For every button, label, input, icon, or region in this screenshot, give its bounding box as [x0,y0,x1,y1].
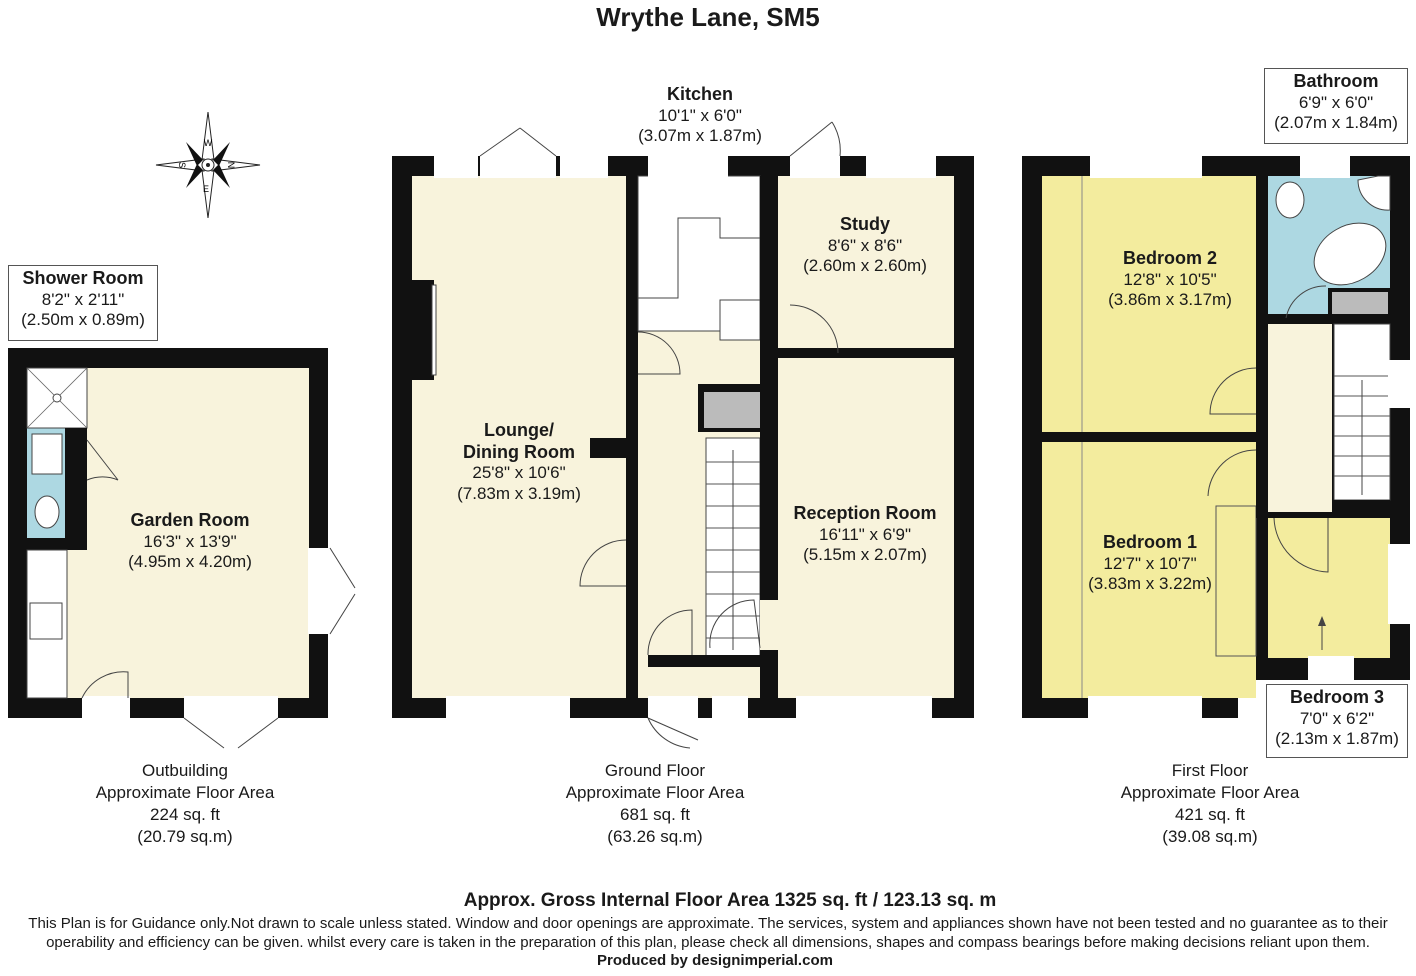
outbuilding-area-subtitle: Approximate Floor Area [95,783,275,802]
bathroom-label [1264,68,1408,144]
kitchen-name: Kitchen [666,84,733,104]
reception-metric: (5.15m x 2.07m) [803,544,927,564]
garden-room-label [100,510,280,572]
disclaimer-text: This Plan is for Guidance only.Not drawn to scale unless stated. Window and door openings are approximate. The services, system and appliances shown have not been tested and no guarantee as to their operability and efficiency can be given. whilst every care is taken in the preparation of this plan, please check all dimensions, shapes and compass bearings before making decisions reliant upon them. [28,915,1388,951]
reception-imperial: 16'11" x 6'9" [819,524,911,544]
outbuilding-area-sqft: 224 sq. ft [150,805,220,824]
kitchen-metric: (3.07m x 1.87m) [638,125,762,145]
study-metric: (2.60m x 2.60m) [803,255,927,275]
compass-south: S [177,161,187,169]
bedroom1-imperial: 12'7" x 10'7" [1103,553,1197,573]
compass-icon [156,112,260,218]
lounge-imperial: 25'8" x 10'6" [472,463,566,483]
ground-floor-area-subtitle: Approximate Floor Area [565,783,745,802]
bedroom1-name: Bedroom 1 [1102,532,1198,552]
bedroom3-name: Bedroom 3 [1289,687,1385,707]
bedroom3-imperial: 7'0" x 6'2" [1299,708,1375,728]
kitchen-label [610,84,790,146]
first-floor-area-title: First Floor [1171,761,1249,780]
compass-west: W [203,138,213,148]
first-floor-area-sqft: 421 sq. ft [1175,805,1245,824]
garden-room-metric: (4.95m x 4.20m) [128,551,252,571]
bathroom-imperial: 6'9" x 6'0" [1298,92,1374,112]
lounge-name-line2: Dining Room [463,441,575,462]
bedroom1-metric: (3.83m x 3.22m) [1088,573,1212,593]
compass-north: N [226,161,236,169]
bedroom3-metric: (2.13m x 1.87m) [1275,728,1399,748]
shower-room-label [8,265,158,341]
kitchen-imperial: 10'1" x 6'0" [658,105,742,125]
gross-floor-area: Approx. Gross Internal Floor Area 1325 sq. ft / 123.13 sq. m [463,890,997,911]
compass-east: E [202,184,210,194]
study-name: Study [839,214,890,234]
outbuilding-area [70,760,300,848]
page-title: Wrythe Lane, SM5 [596,2,820,32]
shower-room-metric: (2.50m x 0.89m) [21,309,145,329]
bedroom2-name: Bedroom 2 [1122,248,1218,268]
lounge-label [424,420,614,504]
bedroom2-label [1090,248,1250,310]
lounge-metric: (7.83m x 3.19m) [457,483,581,503]
producer-credit: Produced by designimperial.com [597,952,833,969]
first-floor-area [1095,760,1325,848]
study-label [780,214,950,276]
bathroom-metric: (2.07m x 1.84m) [1274,112,1398,132]
lounge-name: Lounge/ [484,420,554,440]
first-floor-area-subtitle: Approximate Floor Area [1120,783,1300,802]
ground-floor-area-sqm: (63.26 sq.m) [607,827,703,846]
reception-name: Reception Room [793,503,937,523]
shower-room-imperial: 8'2" x 2'11" [41,289,125,309]
garden-room-imperial: 16'3" x 13'9" [143,531,237,551]
ground-floor-area [540,760,770,848]
bedroom2-imperial: 12'8" x 10'5" [1123,269,1217,289]
outbuilding-area-title: Outbuilding [141,761,228,780]
ground-floor-area-title: Ground Floor [604,761,706,780]
bedroom3-label [1266,684,1408,758]
outbuilding-area-sqm: (20.79 sq.m) [137,827,233,846]
first-floor-plan [1022,154,1412,720]
study-imperial: 8'6" x 8'6" [827,235,903,255]
reception-label [780,503,950,565]
bathroom-name: Bathroom [1293,71,1379,91]
bedroom1-label [1070,532,1230,594]
first-floor-area-sqm: (39.08 sq.m) [1162,827,1258,846]
ground-floor-area-sqft: 681 sq. ft [620,805,690,824]
garden-room-name: Garden Room [130,510,250,530]
bedroom2-metric: (3.86m x 3.17m) [1108,289,1232,309]
shower-room-name: Shower Room [22,268,144,288]
